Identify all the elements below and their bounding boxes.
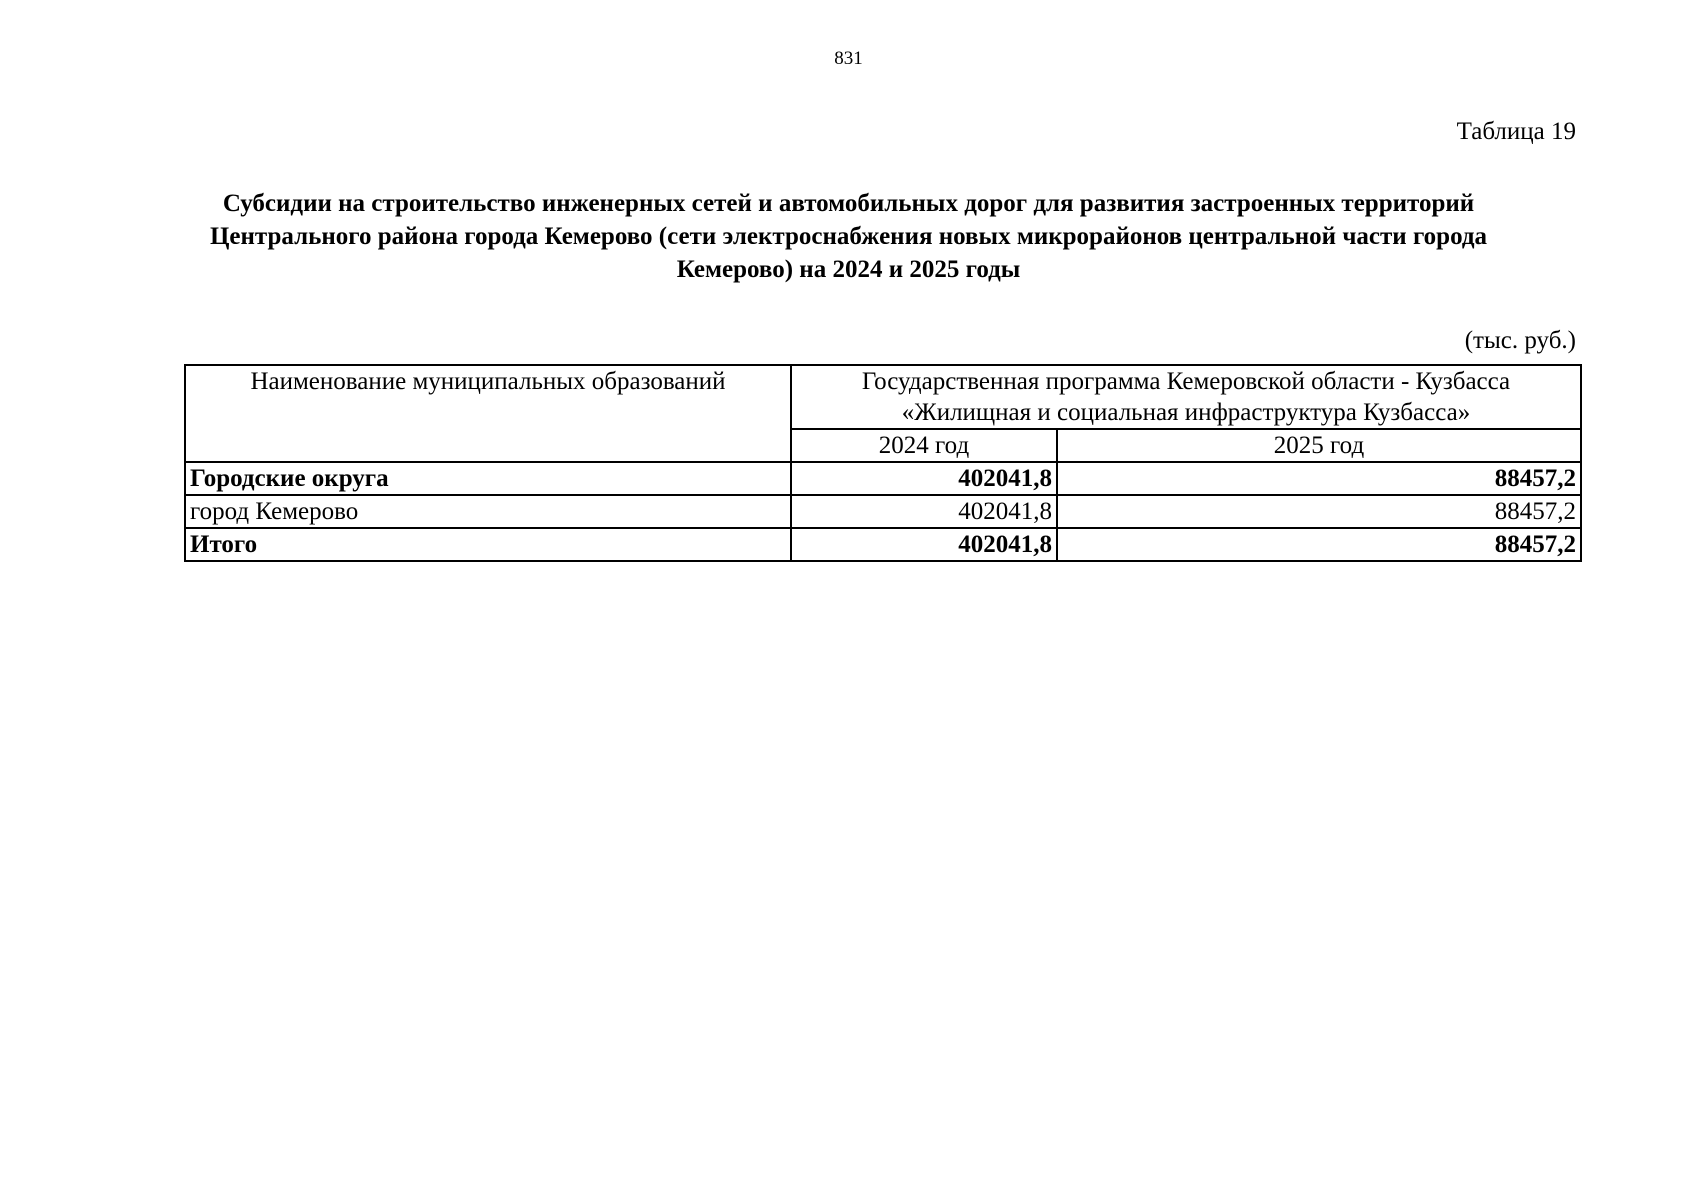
title-line: Кемерово) на 2024 и 2025 годы — [676, 256, 1021, 283]
header-year-2024: 2024 год — [791, 429, 1057, 462]
header-program-line: Государственная программа Кемеровской области - Кузбасса — [861, 368, 1511, 395]
value-2025: 88457,2 — [1057, 495, 1581, 528]
table-header-row — [185, 365, 1581, 429]
value-2024: 402041,8 — [791, 462, 1057, 495]
table-row — [185, 495, 1581, 528]
table-row — [185, 462, 1581, 495]
table-row-total — [185, 528, 1581, 561]
value-2025: 88457,2 — [1057, 462, 1581, 495]
title-line: Центрального района города Кемерово (сети электроснабжения новых микрорайонов центральной части города — [209, 223, 1488, 250]
subsidy-table — [184, 364, 1582, 562]
municipality-name: Итого — [185, 528, 791, 561]
units-label: (тыс. руб.) — [1464, 327, 1576, 354]
header-municipality-name: Наименование муниципальных образований — [185, 365, 791, 462]
header-program-line: «Жилищная и социальная инфраструктура Кузбасса» — [901, 399, 1471, 426]
municipality-name: Городские округа — [185, 462, 791, 495]
title-line: Субсидии на строительство инженерных сетей и автомобильных дорог для развития застроенных территорий — [222, 190, 1475, 217]
table-label: Таблица 19 — [1456, 118, 1576, 145]
municipality-name: город Кемерово — [185, 495, 791, 528]
header-year-2025: 2025 год — [1057, 429, 1581, 462]
header-program — [791, 365, 1581, 429]
value-2025: 88457,2 — [1057, 528, 1581, 561]
value-2024: 402041,8 — [791, 495, 1057, 528]
document-title — [150, 187, 1547, 286]
page-number: 831 — [834, 48, 863, 69]
value-2024: 402041,8 — [791, 528, 1057, 561]
